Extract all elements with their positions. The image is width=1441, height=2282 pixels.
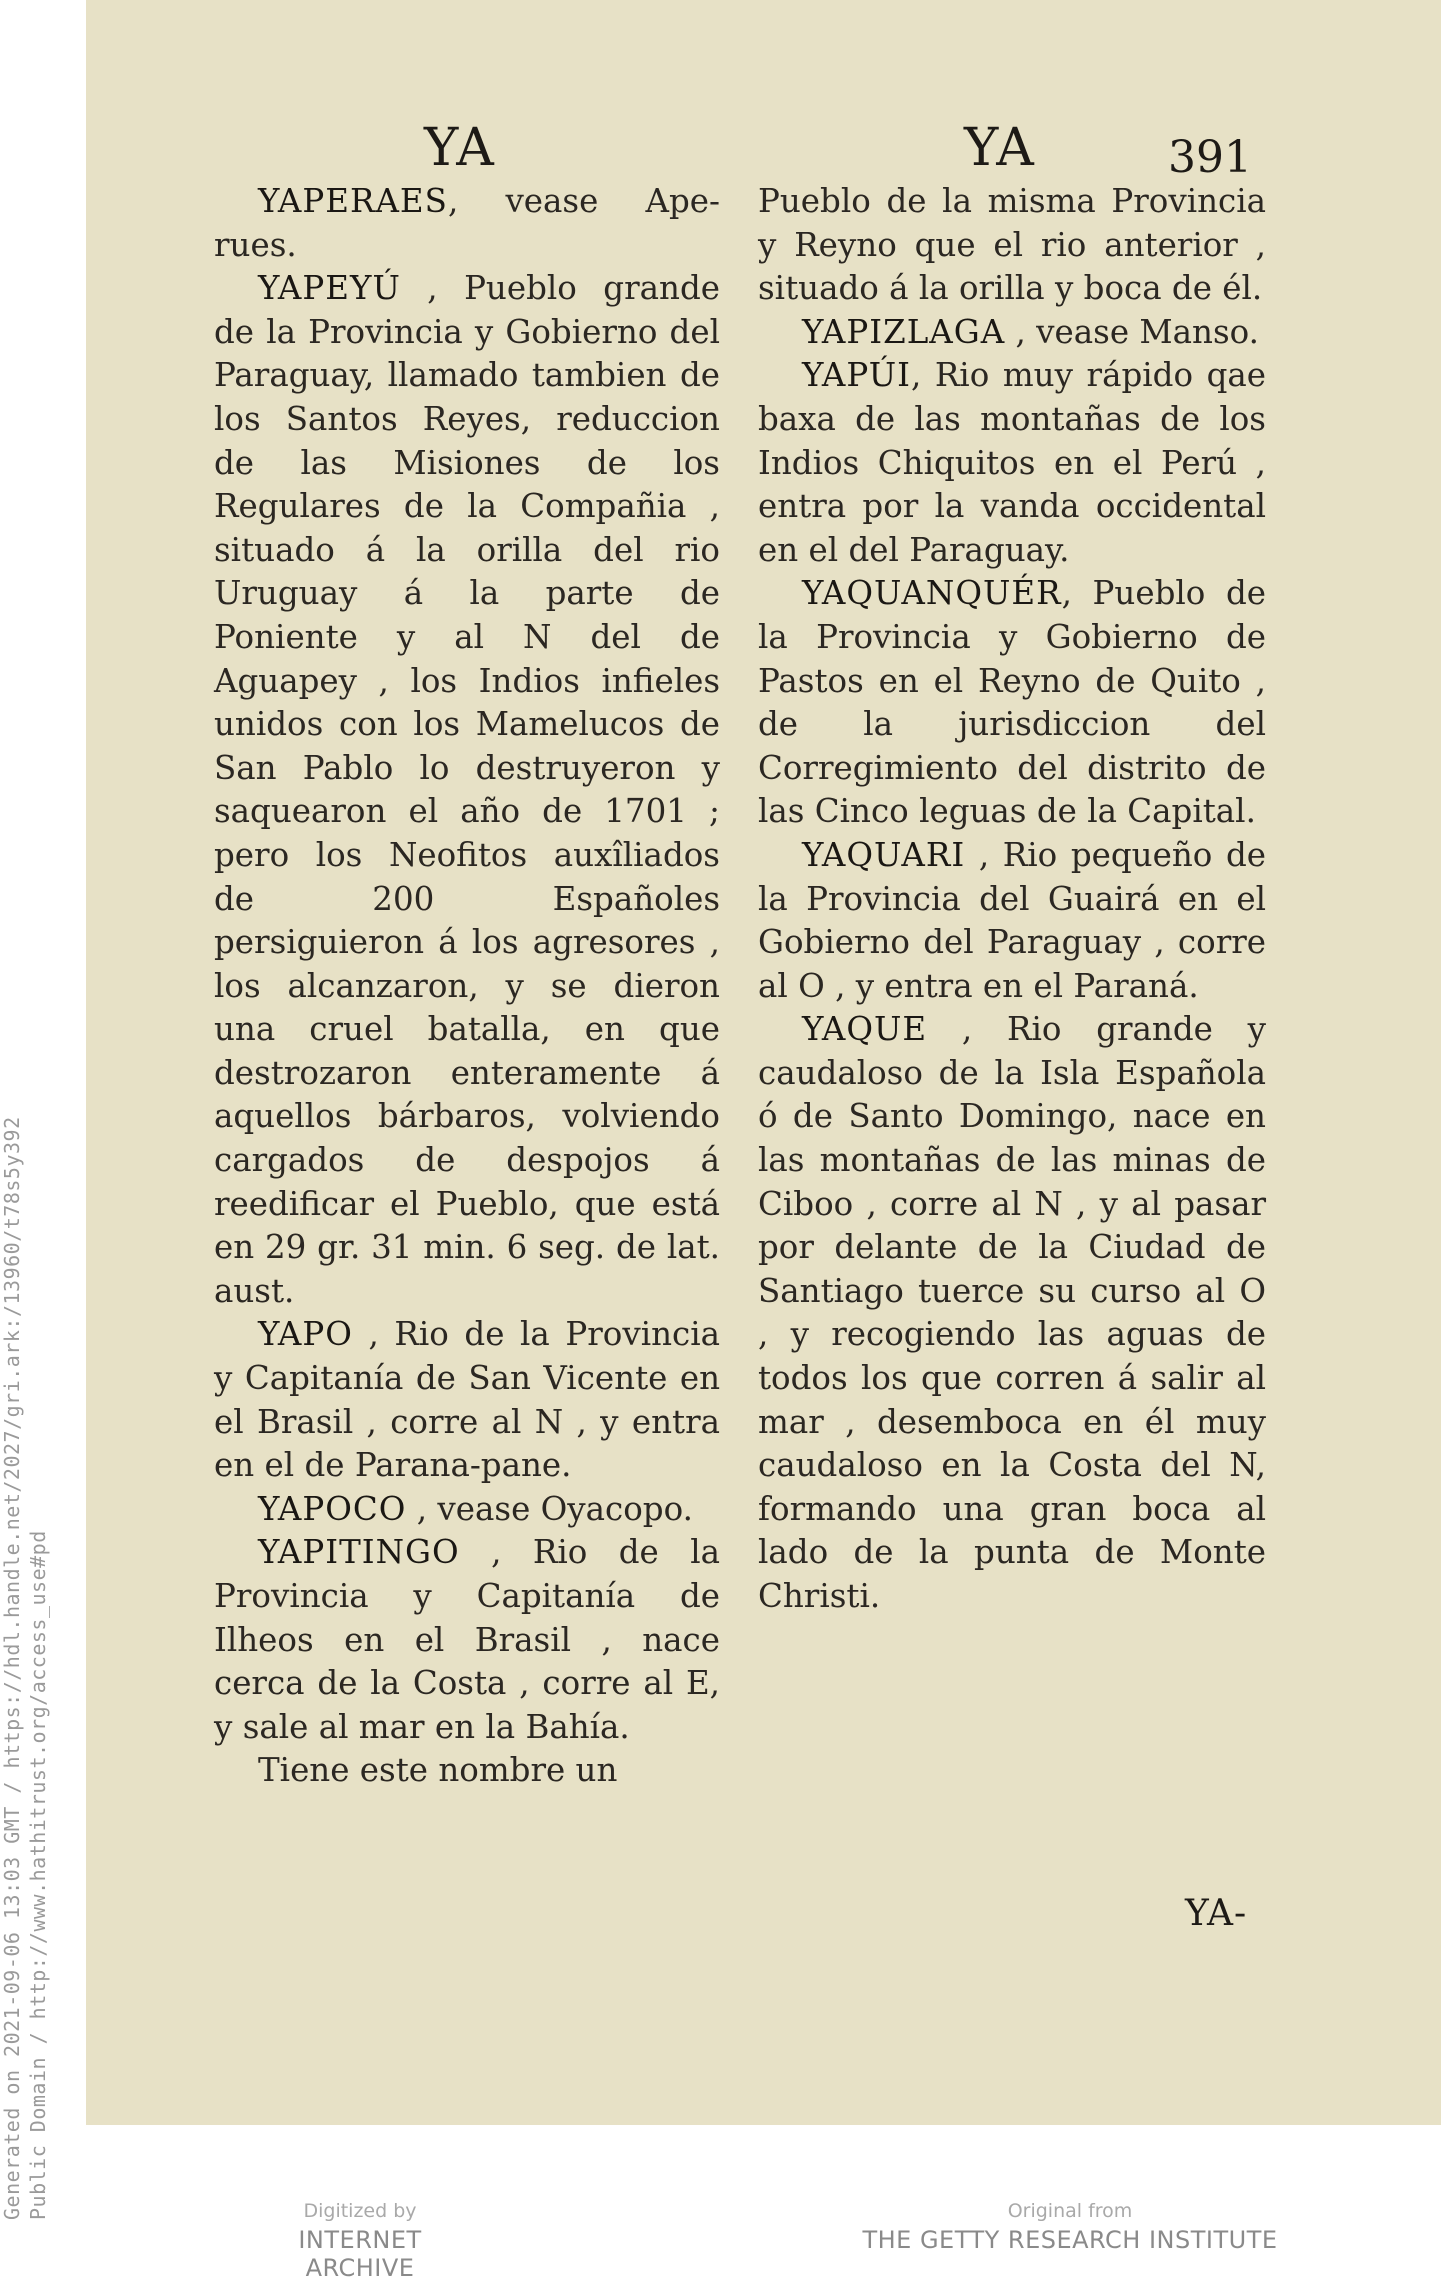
dictionary-entry-continuation: [758, 180, 1266, 311]
dictionary-entry: [214, 1488, 720, 1532]
digitized-by-label: Digitized by: [303, 2200, 417, 2222]
getty-institute-label: THE GETTY RESEARCH INSTITUTE: [862, 2226, 1278, 2254]
entry-text: , Rio muy rápido qae baxa de las montañas de los Indios Chiquitos en el Perú , entra por la vanda occidental en el del Paraguay.: [758, 356, 1266, 569]
entry-text: , Rio grande y caudaloso de la Isla Española ó de Santo Domingo, nace en las montañas de las minas de Ciboo , corre al N , y al pasar por delante de la Ciudad de Santiago tuerce su curso al O , y recogiendo las aguas de todos los que corren á salir al mar , desemboca en él muy caudaloso en la Costa del N, formando una gran boca al lado de la punta de Monte Christi.: [758, 1010, 1266, 1615]
entry-text: , Rio de la Provincia y Capitanía de San Vicente en el Brasil , corre al N , y entra en el de Parana-pane.: [214, 1315, 720, 1485]
entry-headword: YAQUANQUÉR: [802, 574, 1062, 613]
original-from-credit: [860, 2200, 1280, 2254]
entry-text: Tiene este nombre un: [258, 1751, 618, 1790]
dictionary-entry: [214, 180, 720, 267]
entry-text: , vease Ape-rues.: [214, 182, 720, 264]
entry-headword: YAPOCO: [258, 1489, 407, 1528]
dictionary-entry: [214, 1313, 720, 1487]
entry-headword: YAPO: [258, 1315, 353, 1354]
entry-text: , Pueblo grande de la Provincia y Gobierno del Paraguay, llamado tambien de los Santos Reyes, reduccion de las Misiones de los Regulares de la Compañia , situado á la orilla del rio Uruguay á la parte de Poniente y al N del de Aguapey , los Indios infieles unidos con los Mamelucos de San Pablo lo destruyeron y saquearon el año de 1701 ; pero los Neofitos auxîliados de 200 Españoles persiguieron á los agresores , los alcanzaron, y se dieron una cruel batalla, en que destrozaron enteramente á aquellos bárbaros, volviendo cargados de despojos á reedificar el Pueblo, que está en 29 gr. 31 min. 6 seg. de lat. aust.: [214, 269, 720, 1310]
rights-stamp-line: Public Domain / http://www.hathitrust.org/access_use#pd: [26, 1530, 50, 2220]
entry-text: , Rio pequeño de la Provincia del Guairá en el Gobierno del Paraguay , corre al O , y entra en el Paraná.: [758, 835, 1266, 1005]
entry-headword: YAPITINGO: [258, 1533, 460, 1572]
entry-text: Pueblo de la misma Provincia y Reyno que el rio anterior , situado á la orilla y boca de él.: [758, 182, 1266, 308]
dictionary-entry: [758, 572, 1266, 834]
digitized-by-credit: [240, 2200, 480, 2282]
dictionary-entry: [758, 834, 1266, 1008]
dictionary-entry: [214, 1531, 720, 1749]
dictionary-entry: [214, 1749, 720, 1793]
hathitrust-generation-stamp: [0, 1100, 68, 2220]
entry-headword: YAQUE: [802, 1010, 928, 1049]
entry-text: , Rio de la Provincia y Capitanía de Ilheos en el Brasil , nace cerca de la Costa , corre al E, y sale al mar en la Bahía.: [214, 1533, 720, 1746]
catchword: YA-: [1185, 1893, 1248, 1934]
entry-headword: YAQUARI: [802, 835, 966, 874]
running-head-right: YA: [964, 118, 1036, 178]
entry-headword: YAPERAES: [258, 182, 448, 220]
entry-headword: YAPIZLAGA: [802, 312, 1006, 351]
running-head-left: YA: [424, 118, 496, 178]
left-text-column: [214, 180, 720, 1793]
dictionary-entry: [758, 1008, 1266, 1618]
original-from-label: Original from: [1007, 2200, 1133, 2222]
entry-headword: YAPEYÚ: [258, 269, 401, 308]
entry-headword: YAPÚI: [802, 356, 911, 395]
right-text-column: [758, 180, 1266, 1619]
dictionary-entry: [758, 354, 1266, 572]
generation-stamp-line: Generated on 2021-09-06 13:03 GMT / https://hdl.handle.net/2027/gri.ark:/13960/t78s5y392: [0, 1116, 24, 2220]
entry-text: , Pueblo de la Provincia y Gobierno de Pastos en el Reyno de Quito , de la jurisdiccion del Corregimiento del distrito de las Cinco leguas de la Capital.: [758, 574, 1266, 831]
internet-archive-label: INTERNET ARCHIVE: [298, 2226, 422, 2282]
page-number: 391: [1168, 132, 1252, 183]
dictionary-entry: [758, 311, 1266, 355]
dictionary-entry: [214, 267, 720, 1313]
entry-text: , vease Oyacopo.: [406, 1489, 693, 1528]
entry-text: , vease Manso.: [1005, 312, 1259, 351]
